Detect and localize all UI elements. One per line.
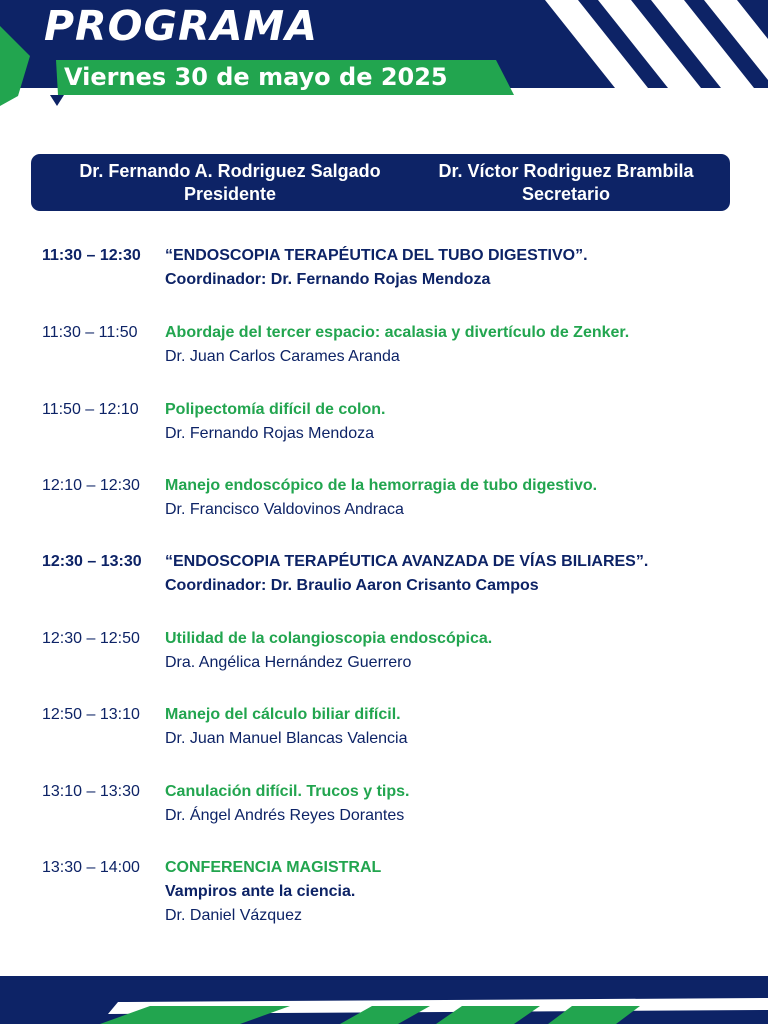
chair-role: Presidente	[183, 184, 277, 204]
keynote-label: CONFERENCIA MAGISTRAL	[165, 859, 382, 876]
chair-name: Dr. Fernando A. Rodriguez Salgado	[79, 161, 381, 181]
time-slot: 11:30 – 11:50	[42, 324, 138, 341]
talk-title: Abordaje del tercer espacio: acalasia y divertículo de Zenker.	[165, 324, 630, 341]
speaker-name: Dra. Angélica Hernández Guerrero	[165, 654, 412, 671]
speaker-name: Dr. Francisco Valdovinos Andraca	[165, 501, 404, 518]
talk-title: Vampiros ante la ciencia.	[165, 883, 356, 900]
event-date: Viernes 30 de mayo de 2025	[64, 63, 448, 91]
item-details	[165, 780, 755, 828]
chair-secretary	[411, 160, 721, 206]
block-coordinator: Coordinador: Dr. Fernando Rojas Mendoza	[165, 271, 491, 288]
speaker-name: Dr. Daniel Vázquez	[165, 907, 302, 924]
speaker-name: Dr. Juan Carlos Carames Aranda	[165, 348, 400, 365]
item-details	[165, 474, 755, 522]
footer-graphic	[0, 976, 768, 1024]
time-slot: 12:30 – 13:30	[42, 553, 142, 570]
time-slot: 13:30 – 14:00	[42, 859, 140, 876]
time-slot: 11:50 – 12:10	[42, 401, 139, 418]
block-coordinator: Coordinador: Dr. Braulio Aaron Crisanto Campos	[165, 577, 539, 594]
block-title: “ENDOSCOPIA TERAPÉUTICA AVANZADA DE VÍAS BILIARES”.	[165, 553, 649, 570]
chairs-panel	[31, 154, 730, 211]
block-details	[165, 550, 755, 598]
header-banner	[0, 0, 768, 112]
item-details	[165, 398, 755, 446]
page-title: PROGRAMA	[44, 2, 318, 50]
time-slot: 11:30 – 12:30	[42, 247, 141, 264]
time-slot: 13:10 – 13:30	[42, 783, 140, 800]
footer-banner	[0, 976, 768, 1024]
item-details	[165, 627, 755, 675]
talk-title: Utilidad de la colangioscopia endoscópica.	[165, 630, 493, 647]
block-title: “ENDOSCOPIA TERAPÉUTICA DEL TUBO DIGESTIVO”.	[165, 247, 588, 264]
time-slot: 12:10 – 12:30	[42, 477, 140, 494]
speaker-name: Dr. Ángel Andrés Reyes Dorantes	[165, 807, 405, 824]
time-slot: 12:50 – 13:10	[42, 706, 140, 723]
chair-role: Secretario	[521, 184, 611, 204]
talk-title: Manejo endoscópico de la hemorragia de tubo digestivo.	[165, 477, 598, 494]
time-slot: 12:30 – 12:50	[42, 630, 140, 647]
speaker-name: Dr. Fernando Rojas Mendoza	[165, 425, 374, 442]
block-details	[165, 244, 755, 292]
item-details	[165, 856, 755, 928]
item-details	[165, 703, 755, 751]
speaker-name: Dr. Juan Manuel Blancas Valencia	[165, 730, 408, 747]
talk-title: Polipectomía difícil de colon.	[165, 401, 386, 418]
chair-name: Dr. Víctor Rodriguez Brambila	[438, 161, 694, 181]
talk-title: Manejo del cálculo biliar difícil.	[165, 706, 401, 723]
chair-president	[45, 160, 415, 206]
talk-title: Canulación difícil. Trucos y tips.	[165, 783, 410, 800]
item-details	[165, 321, 755, 369]
